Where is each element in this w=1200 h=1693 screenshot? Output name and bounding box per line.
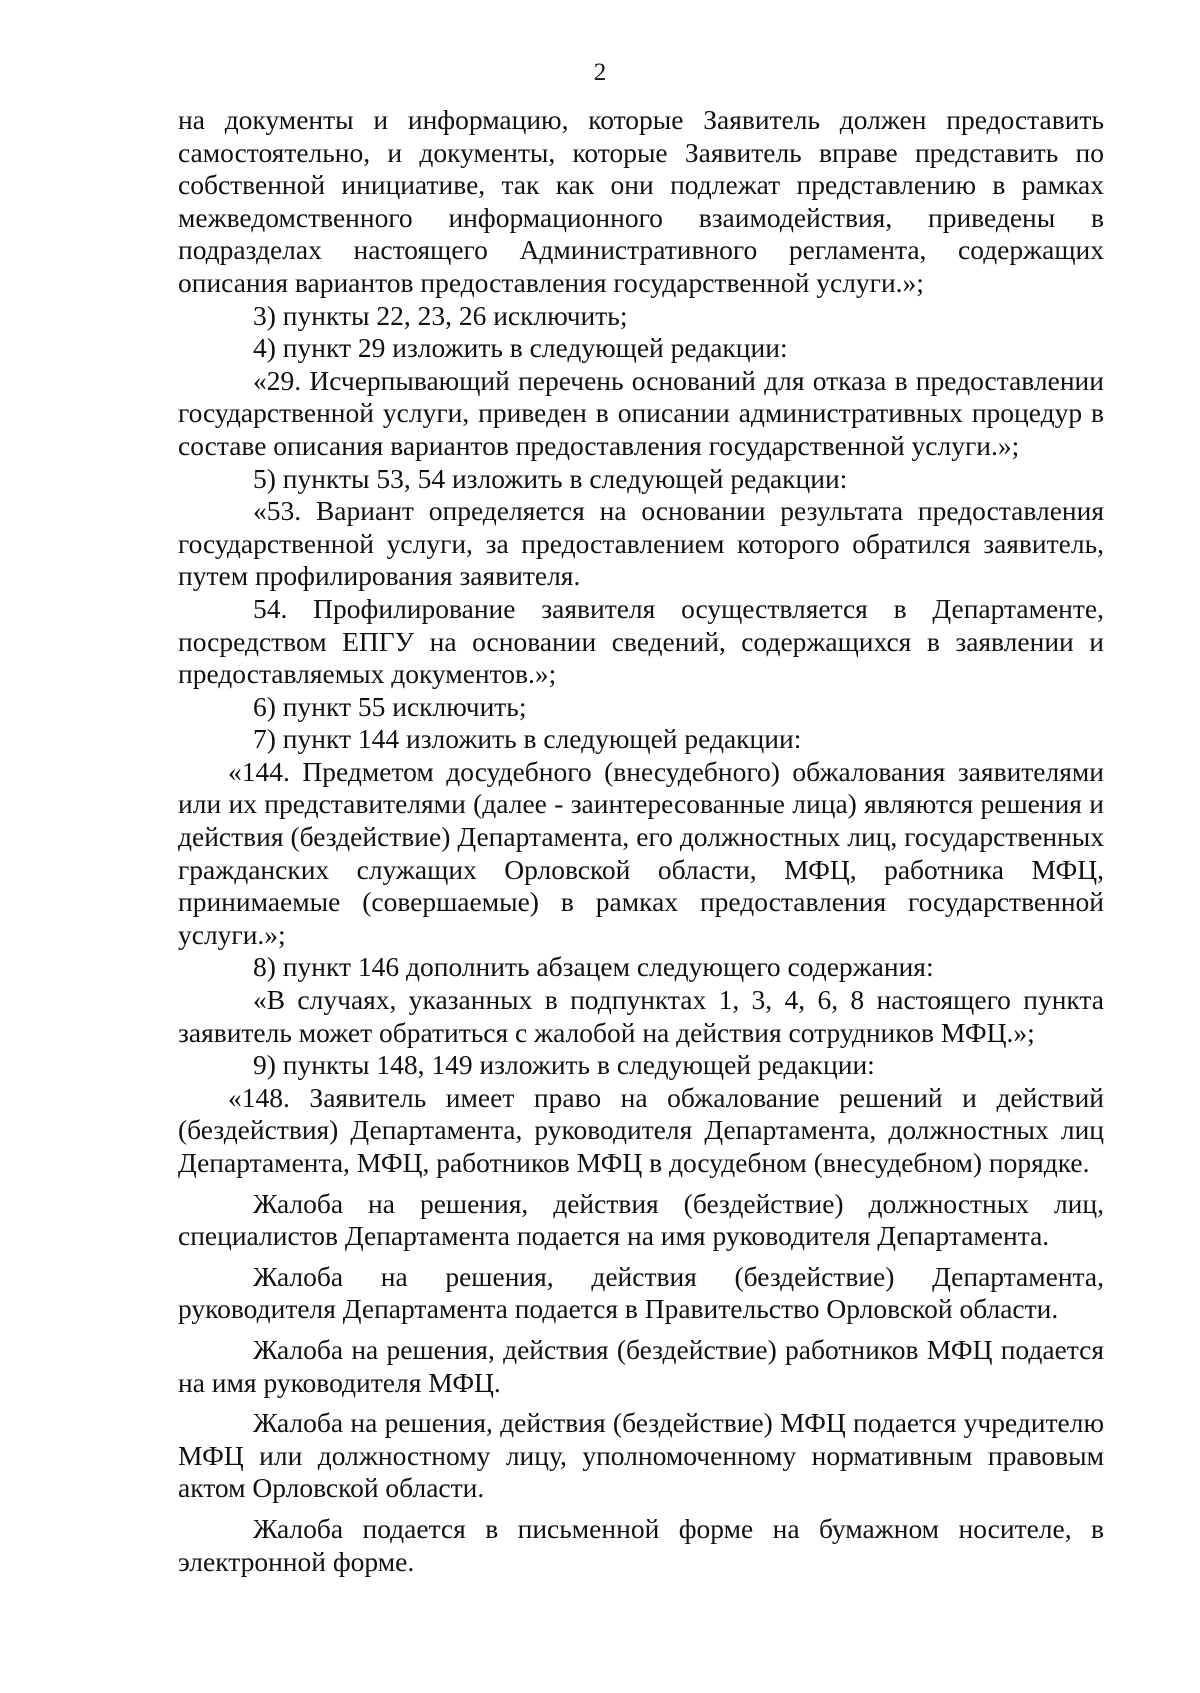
paragraph-clause-29: «29. Исчерпывающий перечень оснований для отказа в предоставлении государственной услуги, приведен в описании административных процедур в составе описания вариантов предоставления государственной услуги.»; <box>178 364 1104 461</box>
paragraph-intro-continuation: на документы и информацию, которые Заявитель должен предоставить самостоятельно, и документы, которые Заявитель вправе представить по собственной инициативе, так как они подлежат представлению в рамках межведомственного информационного взаимодействия, приведены в подразделах настоящего Административного регламента, содержащих описания вариантов предоставления государственной услуги.»; <box>178 104 1104 298</box>
paragraph-clause-53: «53. Вариант определяется на основании результата предоставления государственной услуги, за предоставлением которого обратился заявитель, путем профилирования заявителя. <box>178 495 1104 592</box>
paragraph-clause-54: 54. Профилирование заявителя осуществляется в Департаменте, посредством ЕПГУ на основании сведений, содержащихся в заявлении и предоставляемых документов.»; <box>178 592 1104 690</box>
paragraph-item-4: 4) пункт 29 изложить в следующей редакции: <box>253 332 788 364</box>
paragraph-clause-148: «148. Заявитель имеет право на обжалование решений и действий (бездействия) Департамента, руководителя Департамента, должностных лиц Департамента, МФЦ, работников МФЦ в досудебном (внесудебном) порядке. <box>178 1081 1104 1178</box>
paragraph-item-7: 7) пункт 144 изложить в следующей редакции: <box>253 723 802 755</box>
document-body <box>178 104 1104 1578</box>
paragraph-complaint-mfc-workers: Жалоба на решения, действия (бездействие) работников МФЦ подается на имя руководителя МФЦ. <box>178 1333 1104 1398</box>
paragraph-item-9: 9) пункты 148, 149 изложить в следующей редакции: <box>253 1049 875 1081</box>
paragraph-complaint-officials: Жалоба на решения, действия (бездействие) должностных лиц, специалистов Департамента подается на имя руководителя Департамента. <box>178 1187 1104 1252</box>
paragraph-complaint-mfc: Жалоба на решения, действия (бездействие) МФЦ подается учредителю МФЦ или должностному лицу, уполномоченному нормативным правовым актом Орловской области. <box>178 1407 1104 1504</box>
paragraph-clause-144: «144. Предметом досудебного (внесудебного) обжалования заявителями или их представителями (далее - заинтересованные лица) являются решения и действия (бездействие) Департамента, его должностных лиц, государственных гражданских служащих Орловской области, МФЦ, работника МФЦ, принимаемые (совершаемые) в рамках предоставления государственной услуги.»; <box>178 755 1104 950</box>
paragraph-item-8: 8) пункт 146 дополнить абзацем следующего содержания: <box>253 951 934 983</box>
paragraph-item-6: 6) пункт 55 исключить; <box>253 690 527 722</box>
paragraph-complaint-department: Жалоба на решения, действия (бездействие) Департамента, руководителя Департамента подается в Правительство Орловской области. <box>178 1260 1104 1325</box>
paragraph-item-5: 5) пункты 53, 54 изложить в следующей редакции: <box>253 462 848 494</box>
paragraph-item-3: 3) пункты 22, 23, 26 исключить; <box>253 299 628 331</box>
paragraph-clause-146-addition: «В случаях, указанных в подпунктах 1, 3, 4, 6, 8 настоящего пункта заявитель может обратиться с жалобой на действия сотрудников МФЦ.»; <box>178 984 1104 1048</box>
page-number: 2 <box>593 59 607 86</box>
paragraph-complaint-form: Жалоба подается в письменной форме на бумажном носителе, в электронной форме. <box>178 1512 1104 1577</box>
